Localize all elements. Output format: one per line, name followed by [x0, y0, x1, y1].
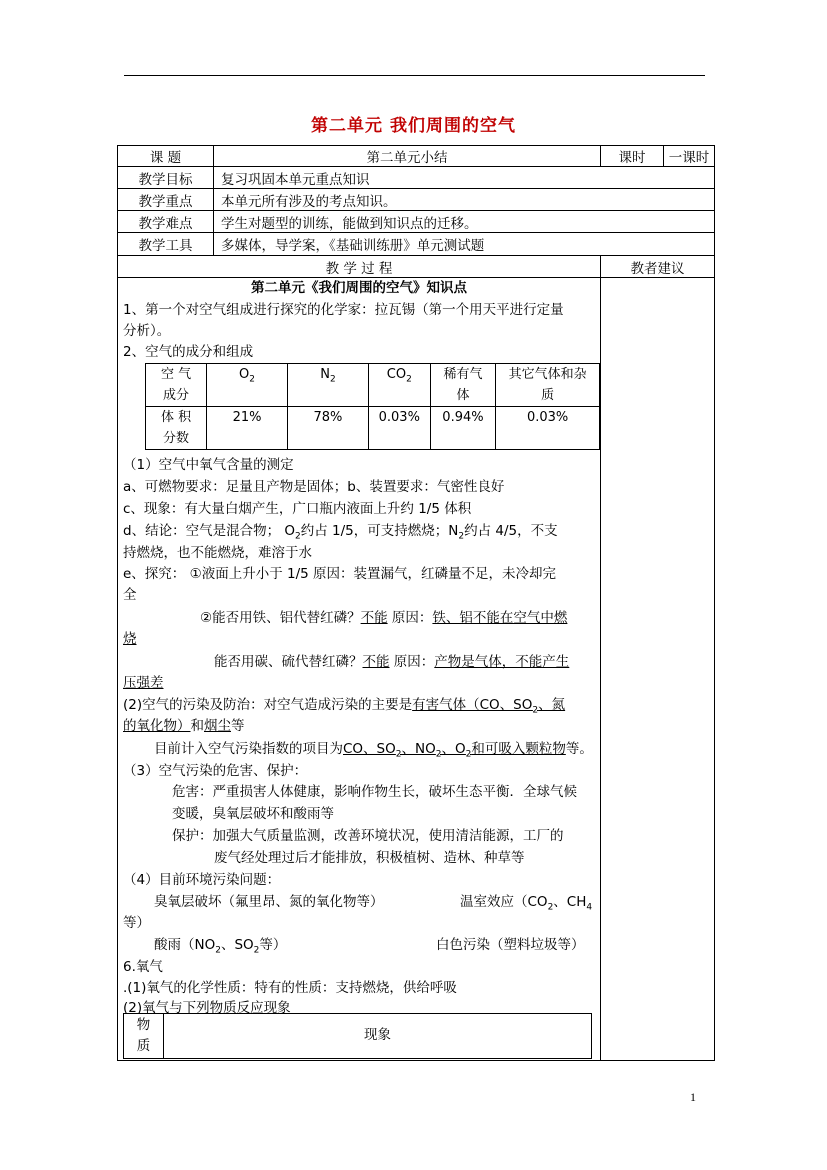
hours-label: 课时 [601, 146, 664, 167]
s6-title: 6.氧气 [123, 959, 163, 975]
topic-value: 第二单元小结 [214, 146, 601, 167]
air-col-co2: $CO_2$ [368, 364, 430, 407]
air-val-other: 0.03% [496, 407, 600, 450]
item1-line2: 分析）。 [123, 323, 171, 339]
goal-value: 复习巩固本单元重点知识 [214, 167, 715, 189]
s1-d-line1: d、结论：空气是混合物； $O_2$约占 1/5，可支持燃烧；$N_2$约占 4/5，不支 [123, 523, 558, 542]
s1-d-line2: 持燃烧，也不能燃烧，难溶于水 [123, 545, 312, 561]
s1-q1-reason-cont: 烧 [123, 631, 137, 647]
ox-col-substance: 物 质 [124, 1014, 164, 1059]
s3-harm-line2: 变暖，臭氧层破坏和酸雨等 [172, 806, 334, 822]
s4-greenhouse: 温室效应（$CO_2$、$CH_4$ [460, 894, 593, 913]
air-val-rare: 0.94% [430, 407, 496, 450]
ox-col-phenomenon: 现象 [164, 1014, 592, 1059]
air-val-o2: 21% [207, 407, 288, 450]
tools-label: 教学工具 [118, 233, 214, 256]
advice-cell [601, 278, 715, 1061]
content-heading: 第二单元《我们周围的空气》知识点 [251, 280, 467, 296]
s1-q1: ②能否用铁、铝代替红磷？不能 原因：铁、铝不能在空气中燃 [200, 610, 568, 626]
key-value: 本单元所有涉及的考点知识。 [214, 189, 715, 211]
document-title: 第二单元 我们周围的空气 [311, 116, 516, 136]
s3-harm-line1: 危害：严重损害人体健康，影响作物生长，破坏生态平衡．全球气候 [172, 784, 577, 800]
s4-acid-rain: 酸雨（$NO_2$、$SO_2$等） [154, 937, 287, 956]
air-composition-table [145, 363, 600, 450]
s2-line2: 的氧化物）和烟尘等 [123, 718, 245, 734]
s4-ozone: 臭氧层破坏（氟里昂、氮的氧化物等） [154, 894, 384, 910]
knowledge-content [118, 278, 600, 1060]
s2-line1: (2)空气的污染及防治：对空气造成污染的主要是有害气体（CO、$SO_2$、氮 [123, 697, 566, 716]
tools-value: 多媒体，导学案，《基础训练册》单元测试题 [214, 233, 715, 256]
goal-label: 教学目标 [118, 167, 214, 189]
air-col-o2: $O_2$ [207, 364, 288, 407]
topic-label: 课 题 [118, 146, 214, 167]
s4-white-pollution: 白色污染（塑料垃圾等） [436, 937, 585, 953]
key-label: 教学重点 [118, 189, 214, 211]
difficulty-value: 学生对题型的训练，能做到知识点的迁移。 [214, 211, 715, 233]
item1-line1: 1、第一个对空气组成进行探究的化学家：拉瓦锡（第一个用天平进行定量 [123, 302, 564, 318]
process-cell [118, 278, 601, 1061]
air-col-n2: $N_2$ [287, 364, 368, 407]
s1-e-line1: e、探究： ①液面上升小于 1/5 原因：装置漏气，红磷量不足，未冷却完 [123, 566, 557, 582]
s3-title: （3）空气污染的危害、保护： [123, 763, 308, 779]
air-val-n2: 78% [287, 407, 368, 450]
item2-line: 2、空气的成分和组成 [123, 344, 254, 360]
s3-protect-line2: 废气经处理过后才能排放，积极植树、造林、种草等 [214, 850, 525, 866]
air-col-rare: 稀有气 体 [430, 364, 496, 407]
s1-q2: 能否用碳、硫代替红磷？不能 原因：产物是气体，不能产生 [214, 654, 570, 670]
lesson-table [117, 145, 715, 1061]
s3-protect-line1: 保护：加强大气质量监测，改善环境状况，使用清洁能源，工厂的 [172, 828, 564, 844]
s2-line3: 目前计入空气污染指数的项目为CO、$SO_2$、$NO_2$、$O_2$和可吸入颗粒物等。 [154, 741, 593, 760]
s1-q2-reason-cont: 压强差 [123, 675, 164, 691]
hours-value: 一课时 [664, 146, 715, 167]
s1-a: a、可燃物要求：足量且产物是固体；b、装置要求：气密性良好 [123, 479, 505, 495]
s6-reaction-title: (2)氧气与下列物质反应现象 [123, 1000, 291, 1016]
air-row-header-component: 空 气 成分 [146, 364, 207, 407]
header-rule [124, 75, 705, 76]
page-number: 1 [690, 1090, 696, 1104]
s4-title: （4）目前环境污染问题： [123, 872, 281, 888]
oxygen-reaction-table [123, 1013, 592, 1059]
s1-e-line2: 全 [123, 587, 137, 603]
s4-greenhouse-cont: 等） [123, 915, 150, 931]
difficulty-label: 教学难点 [118, 211, 214, 233]
air-row-header-volume: 体 积 分数 [146, 407, 207, 450]
air-col-other: 其它气体和杂 质 [496, 364, 600, 407]
s1-c: c、现象：有大量白烟产生，广口瓶内液面上升约 1/5 体积 [123, 501, 472, 517]
s1-title: （1）空气中氧气含量的测定 [123, 457, 294, 473]
s6-property: .(1)氧气的化学性质：特有的性质：支持燃烧，供给呼吸 [123, 980, 457, 996]
advice-label: 教者建议 [601, 256, 715, 278]
process-label: 教 学 过 程 [118, 256, 601, 278]
air-val-co2: 0.03% [368, 407, 430, 450]
